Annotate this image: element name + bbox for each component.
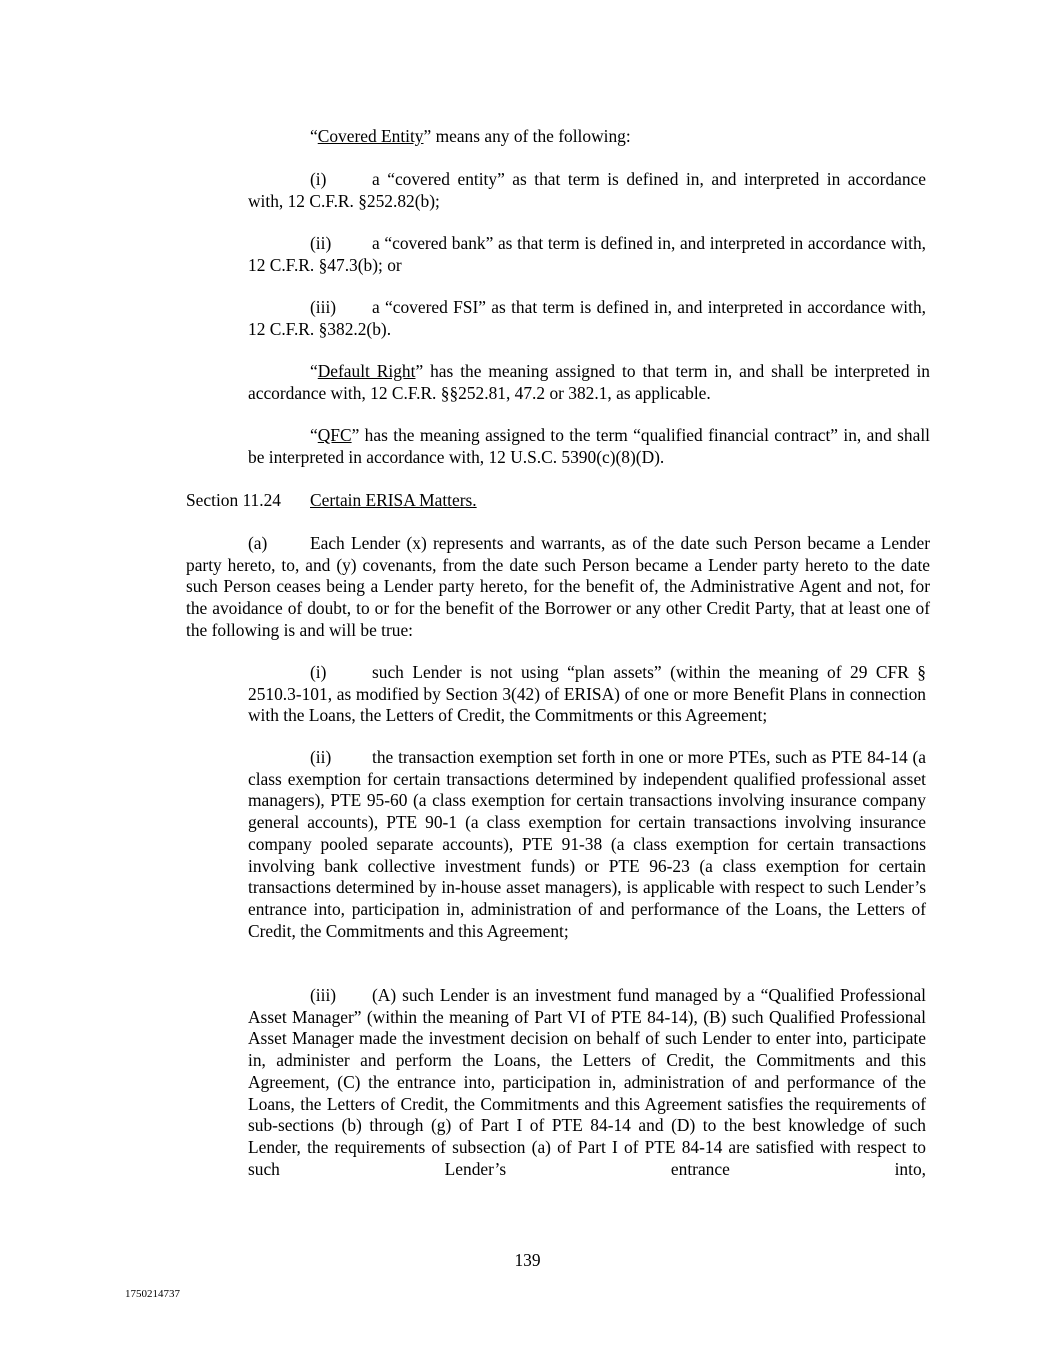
- covered-entity-definition: “Covered Entity” means any of the following:: [310, 126, 631, 146]
- erisa-subitem-iii: (iii) (A) such Lender is an investment fund managed by a “Qualified Professional Asset Manager” (within the meaning of Part VI of PTE 84-14), (B) such Qualified Professional Asset Manager made the investment decision on behalf of such Lender to enter into, participate in, administer and perform the Loans, the Letters of Credit, the Commitments and this Agreement, (C) the entrance into, participation in, administration of and performance of the Loans, the Letters of Credit, the Commitments and this Agreement satisfies the requirements of sub-sections (b) through (g) of Part I of PTE 84-14 and (D) to the best knowledge of such Lender, the requirements of subsection (a) of Part I of PTE 84-14 are satisfied with respect to such Lender’s entrance into,: [248, 985, 926, 1179]
- covered-entity-item-iii: (iii) a “covered FSI” as that term is defined in, and interpreted in accordance with, 12 C.F.R. §382.2(b).: [248, 297, 926, 339]
- default-right-definition: “Default Right” has the meaning assigned to that term in, and shall be interpreted in accordance with, 12 C.F.R. §§252.81, 47.2 or 382.1, as applicable.: [248, 361, 930, 403]
- erisa-subitem-ii: (ii) the transaction exemption set forth in one or more PTEs, such as PTE 84-14 (a class exemption for certain transactions determined by independent qualified professional asset managers), PTE 95-60 (a class exemption for certain transactions involving insurance company general accounts), PTE 90-1 (a class exemption for certain transactions involving insurance company pooled separate accounts), PTE 91-38 (a class exemption for certain transactions involving bank collective investment funds) or PTE 96-23 (a class exemption for certain transactions determined by in-house asset managers), is applicable with respect to such Lender’s entrance into, participation in, administration of and performance of the Loans, the Letters of Credit, the Commitments and this Agreement;: [248, 747, 926, 941]
- section-heading: [186, 490, 930, 512]
- covered-entity-term: Covered Entity: [317, 126, 424, 146]
- qfc-definition: “QFC” has the meaning assigned to the term “qualified financial contract” in, and shall be interpreted in accordance with, 12 U.S.C. 5390(c)(8)(D).: [248, 425, 930, 467]
- qfc-term: QFC: [317, 425, 352, 445]
- section-number: Section 11.24: [186, 490, 281, 510]
- covered-entity-item-i: (i) a “covered entity” as that term is defined in, and interpreted in accordance with, 12 C.F.R. §252.82(b);: [248, 169, 926, 211]
- section-title: Certain ERISA Matters.: [310, 490, 477, 510]
- covered-entity-item-ii: (ii) a “covered bank” as that term is defined in, and interpreted in accordance with, 12 C.F.R. §47.3(b); or: [248, 233, 926, 275]
- page-number: 139: [514, 1250, 541, 1270]
- erisa-subitem-i: (i) such Lender is not using “plan assets” (within the meaning of 29 CFR § 2510.3-101, as modified by Section 3(42) of ERISA) of one or more Benefit Plans in connection with the Loans, the Letters of Credit, the Commitments or this Agreement;: [248, 662, 926, 726]
- default-right-term: Default Right: [317, 361, 416, 381]
- paragraph-a: (a) Each Lender (x) represents and warrants, as of the date such Person became a Lender party hereto, to, and (y) covenants, from the date such Person became a Lender party hereto to the date such Person ceases being a Lender party hereto, for the benefit of, the Administrative Agent and not, for the avoidance of doubt, to or for the benefit of the Borrower or any other Credit Party, that at least one of the following is and will be true:: [186, 533, 930, 640]
- document-id: 1750214737: [125, 1288, 180, 1300]
